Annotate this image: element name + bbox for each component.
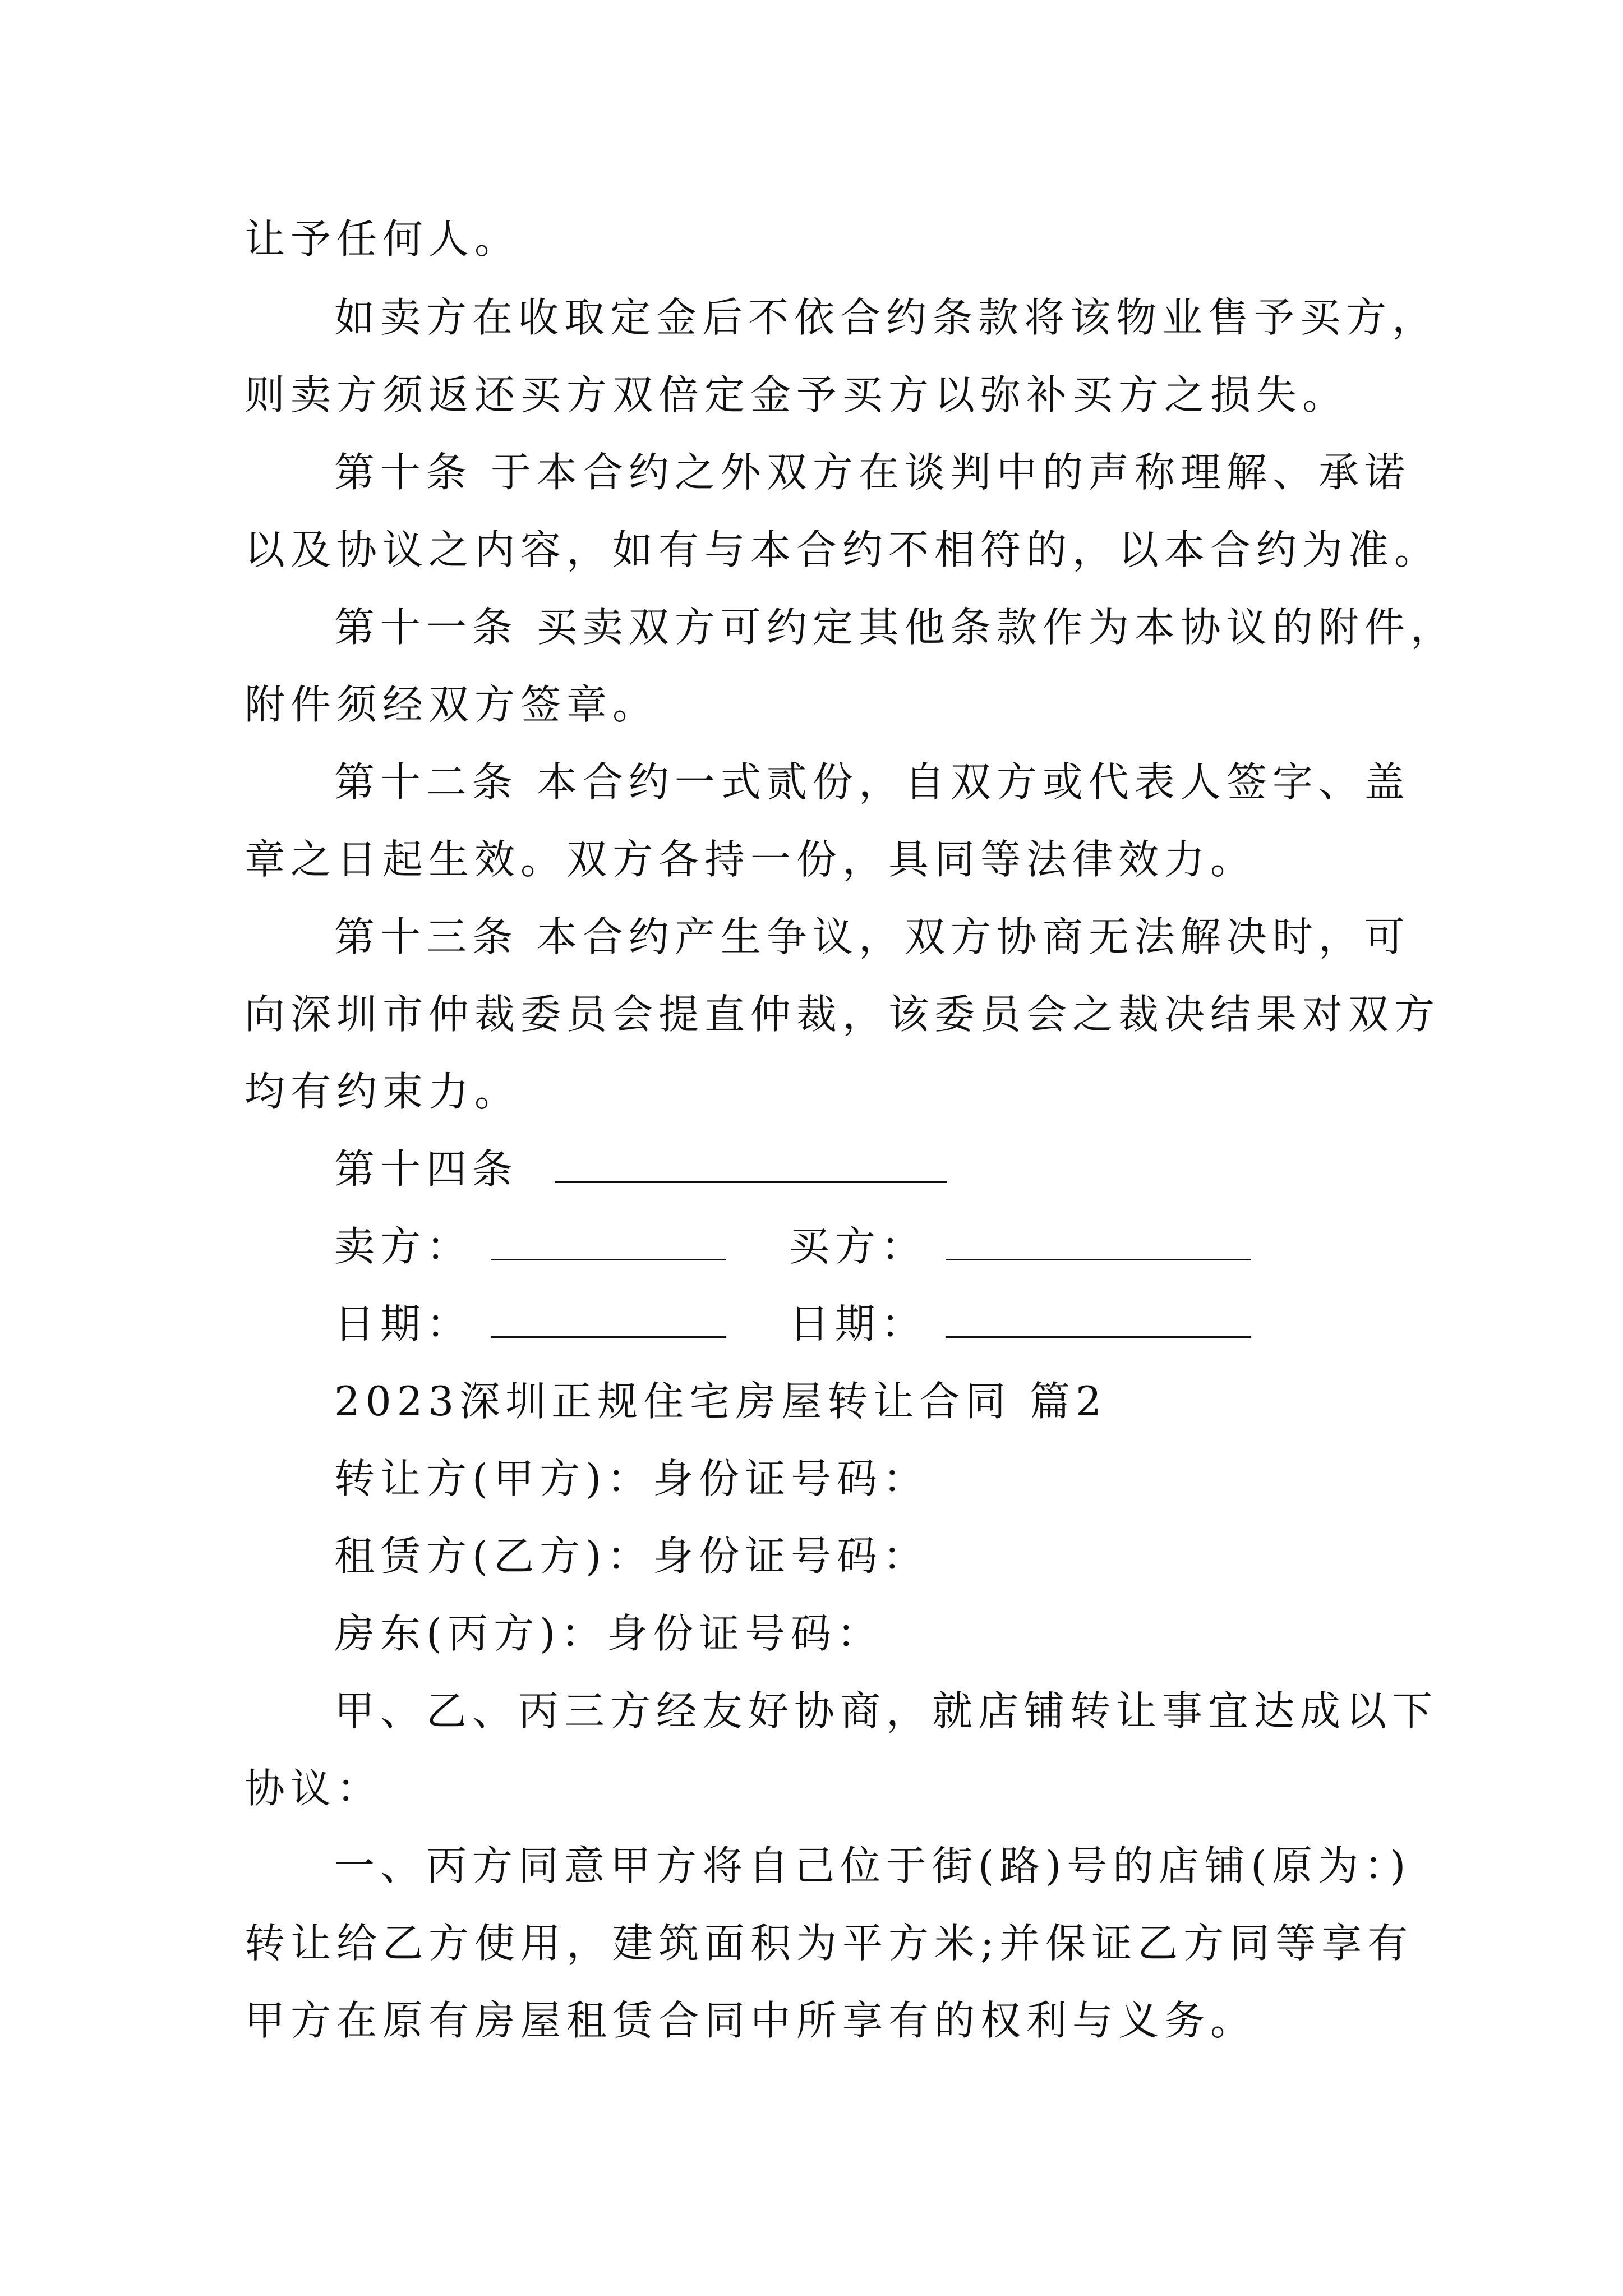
section-2-title: 2023深圳正规住宅房屋转让合同 篇2 bbox=[334, 1378, 1107, 1425]
seller-label: 卖方： bbox=[334, 1223, 473, 1270]
clause-one-line: 转让给乙方使用，建筑面积为平方米;并保证乙方同等享有 bbox=[245, 1920, 1414, 1967]
clause-one-line: 甲方在原有房屋租赁合同中所享有的权利与义务。 bbox=[245, 1997, 1257, 2044]
signature-row-dates bbox=[334, 1300, 1251, 1347]
date-label-seller: 日期： bbox=[334, 1300, 473, 1347]
seller-date-blank bbox=[491, 1305, 726, 1338]
article-14-blank bbox=[555, 1150, 947, 1183]
article-11-line: 附件须经双方签章。 bbox=[245, 681, 659, 728]
article-13-line: 第十三条 本合约产生争议，双方协商无法解决时，可 bbox=[334, 913, 1410, 960]
article-10-line: 第十条 于本合约之外双方在谈判中的声称理解、承诺 bbox=[334, 449, 1410, 496]
party-lessee: 租赁方(乙方)：身份证号码： bbox=[334, 1533, 929, 1580]
paragraph-line: 则卖方须返还买方双倍定金予买方以弥补买方之损失。 bbox=[245, 371, 1349, 418]
clause-one-line: 一、丙方同意甲方将自己位于街(路)号的店铺(原为：) bbox=[334, 1842, 1412, 1889]
paragraph-line: 让予任何人。 bbox=[245, 215, 521, 263]
agreement-intro-line: 甲、乙、丙三方经友好协商，就店铺转让事宜达成以下 bbox=[334, 1687, 1438, 1734]
article-14-line bbox=[334, 1145, 947, 1193]
article-11-line: 第十一条 买卖双方可约定其他条款作为本协议的附件， bbox=[334, 604, 1456, 651]
agreement-intro-line: 协议： bbox=[245, 1765, 383, 1812]
article-14-label: 第十四条 bbox=[334, 1145, 519, 1193]
article-12-line: 章之日起生效。双方各持一份，具同等法律效力。 bbox=[245, 836, 1257, 883]
article-10-line: 以及协议之内容，如有与本合约不相符的，以本合约为准。 bbox=[245, 526, 1441, 573]
party-landlord: 房东(丙方)：身份证号码： bbox=[334, 1610, 883, 1657]
seller-signature-blank bbox=[491, 1227, 726, 1260]
article-13-line: 均有约束力。 bbox=[245, 1068, 521, 1115]
paragraph-line: 如卖方在收取定金后不依合约条款将该物业售予买方， bbox=[334, 294, 1438, 341]
article-13-line: 向深圳市仲裁委员会提直仲裁，该委员会之裁决结果对双方 bbox=[245, 991, 1441, 1038]
buyer-date-blank bbox=[946, 1305, 1251, 1338]
party-transferor: 转让方(甲方)：身份证号码： bbox=[334, 1455, 929, 1502]
signature-row-parties bbox=[334, 1223, 1251, 1270]
buyer-signature-blank bbox=[946, 1227, 1251, 1260]
buyer-label: 买方： bbox=[789, 1223, 927, 1270]
date-label-buyer: 日期： bbox=[789, 1300, 927, 1347]
article-12-line: 第十二条 本合约一式贰份，自双方或代表人签字、盖 bbox=[334, 758, 1410, 806]
